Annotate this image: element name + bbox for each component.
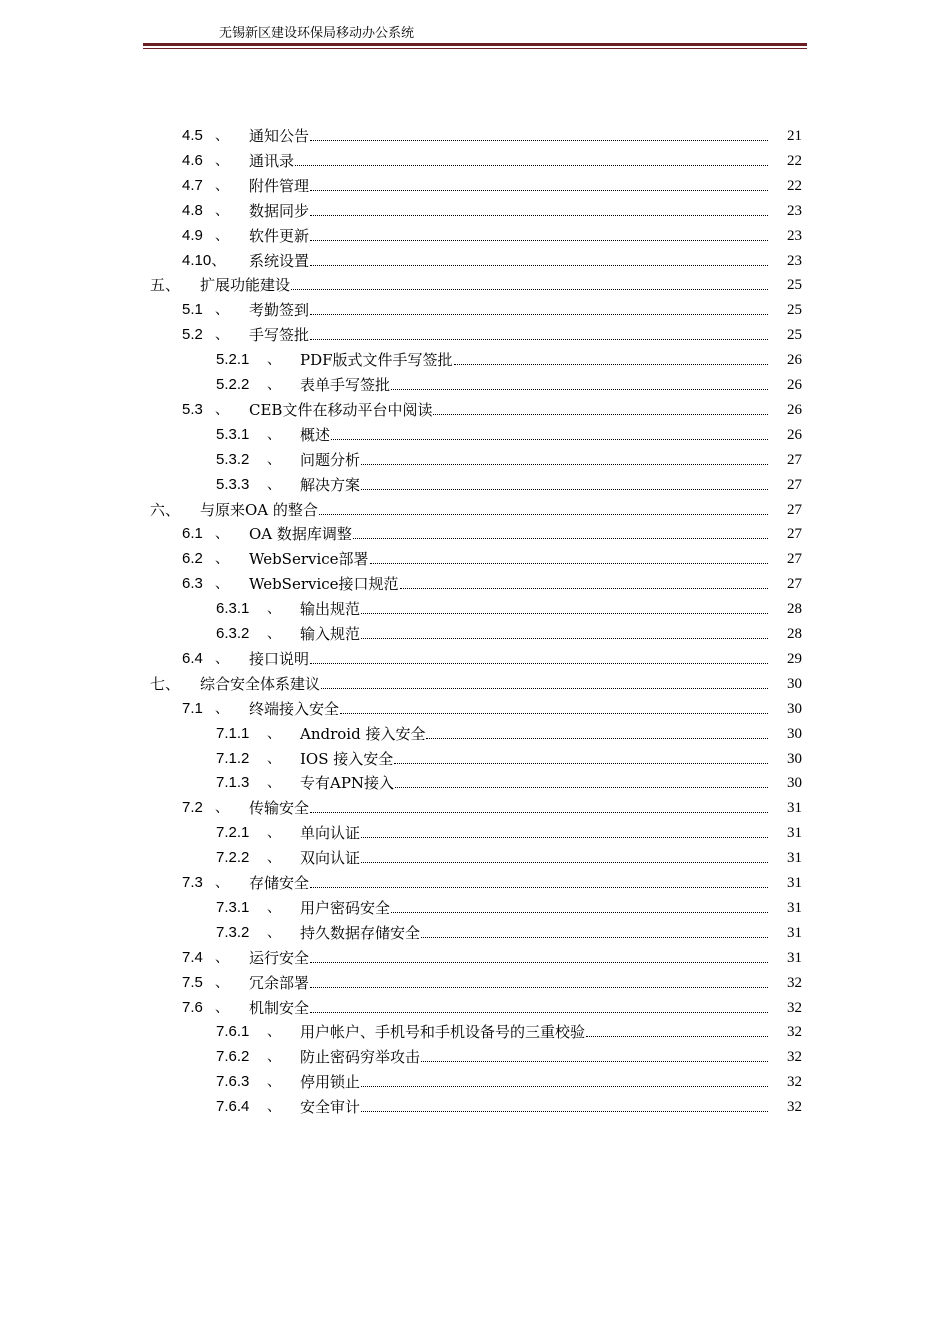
- toc-entry[interactable]: [0, 996, 950, 1021]
- toc-entry[interactable]: [0, 1045, 950, 1070]
- toc-entry-separator: 、: [267, 750, 281, 767]
- toc-entry-separator: 、: [267, 725, 281, 742]
- toc-entry-title: 扩展功能建设: [200, 276, 291, 295]
- toc-entry-separator: 、: [267, 1024, 281, 1041]
- toc-entry[interactable]: [0, 398, 950, 423]
- toc-dot-leader: [394, 762, 768, 764]
- toc-entry-title: 冗余部署: [249, 973, 310, 992]
- toc-entry-separator: 、: [215, 551, 229, 568]
- toc-entry-page-number: 31: [787, 949, 802, 966]
- toc-dot-leader: [361, 1085, 768, 1087]
- toc-dot-leader: [310, 214, 768, 216]
- toc-dot-leader: [310, 189, 768, 191]
- toc-entry-number: 7.2: [182, 799, 203, 817]
- toc-entry-number: 5.3: [182, 400, 203, 418]
- toc-entry-title: 接口说明: [249, 649, 310, 668]
- toc-dot-leader: [395, 786, 768, 788]
- toc-dot-leader: [321, 687, 768, 689]
- toc-entry-page-number: 28: [787, 601, 802, 618]
- toc-dot-leader: [331, 438, 768, 440]
- toc-entry-number: 4.8: [182, 201, 203, 219]
- toc-dot-leader: [400, 587, 768, 589]
- toc-dot-leader: [291, 288, 768, 290]
- toc-dot-leader: [310, 1011, 768, 1013]
- toc-entry-separator: 、: [215, 227, 229, 244]
- toc-entry-number: 7.1: [182, 699, 203, 717]
- toc-entry-page-number: 26: [787, 426, 802, 443]
- toc-entry-title: 传输安全: [249, 799, 310, 818]
- toc-entry-separator: 、: [267, 825, 281, 842]
- toc-entry-number: 6.4: [182, 649, 203, 667]
- toc-entry-title: 与原来OA 的整合: [200, 500, 318, 519]
- toc-entry[interactable]: [0, 647, 950, 672]
- toc-entry-page-number: 31: [787, 899, 802, 916]
- toc-entry[interactable]: [0, 124, 950, 149]
- toc-entry-number: 六、: [150, 500, 181, 519]
- toc-dot-leader: [310, 886, 768, 888]
- toc-entry-title: PDF版式文件手写签批: [300, 351, 453, 370]
- toc-entry-number: 5.3.2: [216, 450, 250, 468]
- toc-dot-leader: [421, 936, 768, 938]
- toc-dot-leader: [310, 264, 768, 266]
- toc-entry-number: 4.7: [182, 176, 203, 194]
- toc-entry-number: 6.3: [182, 575, 203, 593]
- toc-entry-number: 6.3.2: [216, 625, 250, 642]
- toc-entry-separator: 、: [215, 800, 229, 817]
- toc-entry-page-number: 25: [787, 327, 802, 344]
- toc-entry[interactable]: [0, 921, 950, 946]
- toc-entry-page-number: 32: [787, 1049, 802, 1066]
- toc-entry-page-number: 32: [787, 999, 802, 1016]
- toc-entry-title: 附件管理: [249, 176, 310, 195]
- toc-entry-title: IOS 接入安全: [300, 749, 394, 768]
- toc-dot-leader: [454, 363, 768, 365]
- toc-entry-page-number: 22: [787, 152, 802, 169]
- toc-entry[interactable]: [0, 323, 950, 348]
- toc-entry-separator: 、: [215, 974, 229, 991]
- toc-entry-number: 7.6.1: [216, 1023, 250, 1041]
- toc-dot-leader: [361, 463, 768, 465]
- toc-entry-page-number: 30: [787, 750, 802, 767]
- toc-dot-leader: [319, 513, 768, 515]
- toc-entry-number: 7.5: [182, 973, 203, 991]
- toc-entry-page-number: 27: [787, 451, 802, 468]
- toc-entry-page-number: 27: [787, 501, 802, 518]
- toc-entry-separator: 、: [267, 899, 281, 916]
- toc-entry[interactable]: [0, 622, 950, 647]
- toc-entry[interactable]: [0, 522, 950, 547]
- toc-entry-page-number: 25: [787, 277, 802, 294]
- toc-entry-separator: 、: [267, 377, 281, 393]
- toc-entry-separator: 、: [215, 401, 229, 418]
- toc-entry[interactable]: [0, 547, 950, 572]
- toc-entry-separator: 、: [267, 1074, 281, 1091]
- toc-dot-leader: [361, 488, 768, 490]
- toc-entry-page-number: 30: [787, 700, 802, 717]
- toc-entry-title: 手写签批: [249, 326, 310, 345]
- toc-entry-number: 5.2.2: [216, 376, 250, 393]
- toc-entry-number: 6.3.1: [216, 600, 250, 618]
- toc-entry-page-number: 31: [787, 825, 802, 842]
- toc-entry-separator: 、: [267, 1049, 281, 1066]
- toc-entry[interactable]: [0, 747, 950, 772]
- toc-entry[interactable]: [0, 199, 950, 224]
- toc-entry-page-number: 32: [787, 1024, 802, 1041]
- toc-entry[interactable]: [0, 871, 950, 896]
- toc-entry-page-number: 23: [787, 227, 802, 244]
- toc-entry[interactable]: [0, 174, 950, 199]
- toc-entry-title: 专有APN接入: [300, 774, 395, 793]
- toc-entry-page-number: 27: [787, 476, 802, 493]
- toc-entry[interactable]: [0, 1070, 950, 1095]
- toc-entry-separator: 、: [267, 426, 281, 443]
- toc-entry-number: 7.3: [182, 874, 203, 891]
- toc-dot-leader: [586, 1035, 768, 1037]
- toc-entry[interactable]: [0, 597, 950, 622]
- toc-entry[interactable]: [0, 722, 950, 747]
- toc-entry-separator: 、: [215, 999, 229, 1016]
- toc-entry-title: 存储安全: [249, 874, 310, 892]
- toc-entry-page-number: 26: [787, 352, 802, 369]
- toc-entry-number: 7.1.1: [216, 724, 250, 742]
- toc-entry-separator: 、: [215, 576, 229, 593]
- toc-entry-separator: 、: [267, 451, 281, 468]
- toc-entry-number: 7.1.3: [216, 774, 250, 792]
- toc-entry-title: WebService部署: [249, 550, 369, 569]
- toc-entry[interactable]: [0, 572, 950, 597]
- toc-entry-number: 7.6: [182, 998, 203, 1016]
- toc-dot-leader: [340, 712, 768, 714]
- toc-entry-number: 4.9: [182, 226, 203, 244]
- toc-entry-title: 通知公告: [249, 127, 310, 145]
- toc-entry[interactable]: [0, 946, 950, 971]
- toc-entry-number: 七、: [150, 674, 181, 693]
- toc-entry[interactable]: [0, 821, 950, 846]
- toc-dot-leader: [361, 836, 768, 838]
- toc-entry[interactable]: [0, 697, 950, 722]
- toc-dot-leader: [310, 313, 768, 315]
- toc-entry-title: 问题分析: [300, 450, 361, 469]
- toc-entry-title: 综合安全体系建议: [200, 674, 321, 693]
- toc-entry-separator: 、: [267, 924, 281, 941]
- toc-entry-page-number: 29: [787, 650, 802, 667]
- toc-entry[interactable]: [0, 896, 950, 921]
- toc-dot-leader: [421, 1060, 768, 1062]
- toc-entry-title: 系统设置: [249, 251, 310, 270]
- toc-entry-number: 7.2.2: [216, 849, 250, 867]
- toc-entry-separator: 、: [267, 352, 281, 369]
- toc-entry-separator: 、: [267, 775, 281, 792]
- toc-entry-title: 持久数据存储安全: [300, 923, 421, 942]
- toc-entry[interactable]: [0, 846, 950, 871]
- toc-entry-separator: 、: [215, 700, 229, 717]
- toc-entry[interactable]: [0, 348, 950, 373]
- header-rule-thin: [143, 48, 807, 49]
- toc-entry-number: 6.2: [182, 550, 203, 568]
- toc-entry-page-number: 30: [787, 725, 802, 742]
- toc-entry-separator: 、: [215, 650, 229, 667]
- toc-entry-page-number: 30: [787, 775, 802, 792]
- toc-entry[interactable]: [0, 1020, 950, 1045]
- toc-entry-page-number: 26: [787, 401, 802, 418]
- toc-entry-page-number: 26: [787, 377, 802, 393]
- toc-entry-title: 用户密码安全: [300, 898, 391, 917]
- toc-entry-separator: 、: [215, 949, 229, 966]
- toc-entry-page-number: 21: [787, 128, 802, 144]
- toc-entry-separator: 、: [267, 476, 281, 493]
- toc-entry-separator: 、: [267, 626, 281, 642]
- toc-entry[interactable]: [0, 224, 950, 249]
- toc-dot-leader: [391, 911, 768, 913]
- toc-entry-title: 表单手写签批: [300, 376, 391, 394]
- toc-entry-title: 防止密码穷举攻击: [300, 1048, 421, 1067]
- toc-entry[interactable]: [0, 1095, 950, 1120]
- toc-entry-page-number: 28: [787, 626, 802, 642]
- toc-entry-separator: 、: [215, 128, 229, 144]
- toc-entry-number: 5.1: [182, 301, 203, 319]
- toc-entry-number: 5.2.1: [216, 351, 250, 369]
- toc-entry-number: 7.6.2: [216, 1048, 250, 1066]
- toc-entry-page-number: 32: [787, 1074, 802, 1091]
- toc-entry-title: 解决方案: [300, 475, 361, 494]
- header-rule-thick: [143, 43, 807, 46]
- toc-entry-number: 4.5: [182, 127, 203, 144]
- toc-dot-leader: [310, 239, 768, 241]
- toc-dot-leader: [370, 562, 768, 564]
- toc-entry-title: 运行安全: [249, 948, 310, 967]
- toc-entry-title: 概述: [300, 425, 331, 444]
- toc-dot-leader: [361, 861, 768, 863]
- toc-entry-title: 停用锁止: [300, 1073, 361, 1092]
- toc-entry-separator: 、: [215, 526, 229, 543]
- toc-entry[interactable]: [0, 771, 950, 796]
- toc-entry-page-number: 23: [787, 252, 802, 269]
- toc-entry-page-number: 27: [787, 551, 802, 568]
- toc-entry-page-number: 32: [787, 974, 802, 991]
- toc-entry-title: 数据同步: [249, 201, 310, 220]
- toc-entry-page-number: 25: [787, 302, 802, 319]
- toc-entry-title: 输出规范: [300, 600, 361, 619]
- toc-entry-number: 6.1: [182, 525, 203, 543]
- toc-entry-number: 5.3.1: [216, 425, 250, 443]
- toc-entry-separator: 、: [215, 152, 229, 169]
- toc-entry-separator: 、: [215, 327, 229, 344]
- toc-entry-page-number: 31: [787, 875, 802, 891]
- toc-entry-page-number: 27: [787, 576, 802, 593]
- toc-entry-separator: 、: [215, 302, 229, 319]
- toc-entry-separator: 、: [267, 850, 281, 867]
- toc-entry[interactable]: [0, 249, 950, 274]
- toc-entry[interactable]: [0, 273, 950, 298]
- toc-entry-number: 7.2.1: [216, 824, 250, 842]
- toc-entry-page-number: 31: [787, 800, 802, 817]
- toc-entry-title: 机制安全: [249, 998, 310, 1017]
- toc-entry-number: 4.10、: [182, 251, 227, 269]
- toc-entry-title: 考勤签到: [249, 301, 310, 320]
- toc-entry[interactable]: [0, 796, 950, 821]
- toc-entry-separator: 、: [215, 177, 229, 194]
- toc-entry-page-number: 23: [787, 202, 802, 219]
- toc-dot-leader: [310, 338, 768, 340]
- toc-entry-page-number: 31: [787, 850, 802, 867]
- toc-dot-leader: [310, 811, 768, 813]
- toc-dot-leader: [310, 961, 768, 963]
- toc-entry-number: 7.6.4: [216, 1098, 250, 1116]
- toc-dot-leader: [426, 737, 768, 739]
- toc-dot-leader: [433, 413, 768, 415]
- toc-entry-title: CEB文件在移动平台中阅读: [249, 400, 433, 419]
- toc-entry[interactable]: [0, 373, 950, 398]
- toc-entry-number: 7.3.2: [216, 923, 250, 941]
- toc-entry[interactable]: [0, 423, 950, 448]
- toc-entry-separator: 、: [215, 875, 229, 891]
- toc-entry[interactable]: [0, 149, 950, 174]
- toc-entry-title: WebService接口规范: [249, 575, 399, 594]
- header-title: 无锡新区建设环保局移动办公系统: [219, 26, 415, 41]
- toc-entry-separator: 、: [267, 1099, 281, 1116]
- toc-dot-leader: [391, 388, 768, 390]
- toc-entry-title: 软件更新: [249, 226, 310, 245]
- toc-dot-leader: [361, 1110, 768, 1112]
- toc-entry-page-number: 30: [787, 675, 802, 692]
- toc-entry-number: 7.4: [182, 948, 203, 966]
- toc-entry[interactable]: [0, 498, 950, 523]
- toc-entry-number: 五、: [150, 276, 181, 295]
- toc-dot-leader: [361, 612, 768, 614]
- toc-entry-separator: 、: [267, 601, 281, 618]
- toc-dot-leader: [361, 637, 768, 639]
- toc-entry-title: Android 接入安全: [300, 724, 426, 743]
- toc-entry[interactable]: [0, 971, 950, 996]
- toc-dot-leader: [310, 986, 768, 988]
- toc-dot-leader: [310, 139, 768, 141]
- toc-entry-title: 输入规范: [300, 625, 361, 643]
- toc-entry-number: 7.6.3: [216, 1073, 250, 1091]
- toc-dot-leader: [295, 164, 768, 166]
- toc-entry[interactable]: [0, 298, 950, 323]
- toc-entry-number: 5.2: [182, 326, 203, 344]
- toc-entry-page-number: 31: [787, 924, 802, 941]
- toc-entry-page-number: 32: [787, 1099, 802, 1116]
- toc-entry-title: 单向认证: [300, 824, 361, 843]
- toc-entry-title: 安全审计: [300, 1098, 361, 1117]
- toc-entry-number: 7.3.1: [216, 898, 250, 916]
- toc-dot-leader: [353, 537, 768, 539]
- toc-entry-page-number: 27: [787, 526, 802, 543]
- toc-entry-number: 4.6: [182, 151, 203, 169]
- toc-entry-title: OA 数据库调整: [249, 525, 352, 544]
- toc-entry-title: 用户帐户、手机号和手机设备号的三重校验: [300, 1023, 586, 1042]
- toc-entry-title: 通讯录: [249, 151, 295, 170]
- toc-entry-number: 7.1.2: [216, 749, 250, 767]
- toc-entry-separator: 、: [215, 202, 229, 219]
- toc-entry-title: 终端接入安全: [249, 699, 340, 718]
- toc-entry-number: 5.3.3: [216, 475, 250, 493]
- toc-dot-leader: [310, 662, 768, 664]
- toc-entry[interactable]: [0, 473, 950, 498]
- toc-entry[interactable]: [0, 672, 950, 697]
- toc-entry-title: 双向认证: [300, 849, 361, 868]
- toc-entry[interactable]: [0, 448, 950, 473]
- toc-entry-page-number: 22: [787, 177, 802, 194]
